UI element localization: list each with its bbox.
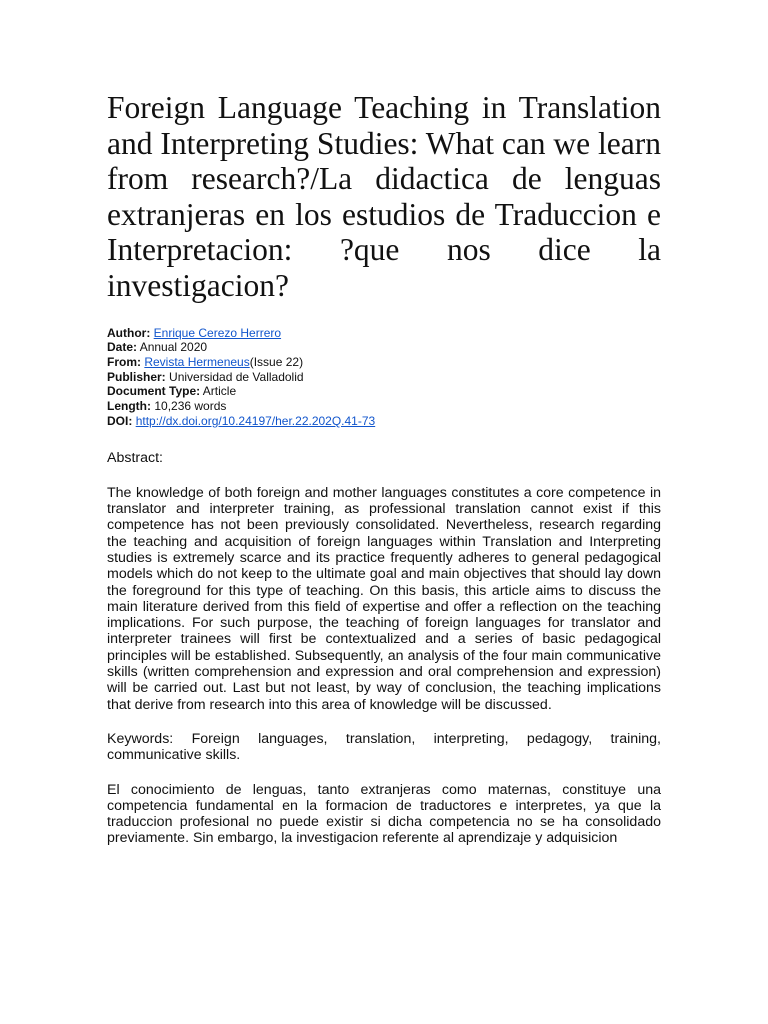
meta-length-label: Length: (107, 399, 151, 414)
meta-doi-row (107, 414, 661, 429)
meta-publisher-row (107, 370, 661, 385)
keywords: Keywords: Foreign languages, translation, interpreting, pedagogy, training, communicative skills. (107, 730, 661, 764)
meta-publisher-label: Publisher: (107, 369, 166, 384)
document-title: Foreign Language Teaching in Translation and Interpreting Studies: What can we learn from research?/La didactica de lenguas extranjeras en los estudios de Traduccion e Interpretacion: ?que nos dice la investigacion? (107, 90, 661, 303)
meta-date-value: Annual 2020 (139, 340, 208, 355)
meta-doctype-value: Article (202, 384, 237, 399)
meta-author-label: Author: (107, 325, 151, 340)
meta-doi-label: DOI: (107, 413, 133, 428)
document-page (107, 90, 661, 847)
meta-length-row (107, 399, 661, 414)
author-link[interactable]: Enrique Cerezo Herrero (153, 325, 282, 340)
abstract-english: The knowledge of both foreign and mother languages constitutes a core competence in translator and interpreter training, as professional translation cannot exist if this competence has not been previously consolidated. Nevertheless, research regarding the teaching and acquisition of foreign languages within Translation and Interpreting studies is extremely scarce and its practice frequently adheres to general pedagogical models which do not keep to the ultimate goal and main objectives that should lay down the foreground for this type of teaching. On this basis, this article aims to discuss the main literature derived from this field of expertise and offer a reflection on the teaching implications. For such purpose, the teaching of foreign languages for translator and interpreter trainees will first be contextualized and a series of basic pedagogical principles will be established. Subsequently, an analysis of the four main communicative skills (written comprehension and expression and oral comprehension and expression) will be carried out. Last but not least, by way of conclusion, the teaching implications that derive from research into this area of knowledge will be discussed. (107, 484, 661, 713)
doi-link[interactable]: http://dx.doi.org/10.24197/her.22.202Q.41-73 (135, 413, 376, 428)
abstract-heading: Abstract: (107, 450, 163, 467)
meta-from-row (107, 355, 661, 370)
meta-from-label: From: (107, 354, 141, 369)
meta-publisher-value: Universidad de Valladolid (169, 369, 304, 384)
meta-date-row (107, 340, 661, 355)
meta-date-label: Date: (107, 340, 138, 355)
meta-issue-value: (Issue 22) (249, 354, 304, 369)
meta-author-row (107, 326, 661, 341)
source-journal-link[interactable]: Revista Hermeneus (144, 354, 250, 369)
meta-length-value: 10,236 words (154, 399, 227, 414)
metadata-block (107, 326, 661, 429)
meta-doctype-row (107, 384, 661, 399)
meta-doctype-label: Document Type: (107, 384, 201, 399)
abstract-spanish: El conocimiento de lenguas, tanto extranjeras como maternas, constituye una competencia fundamental en la formacion de traductores e interpretes, ya que la traduccion profesional no puede existir si dicha competencia no se ha consolidado previamente. Sin embargo, la investigacion referente al aprendizaje y adquisicion (107, 781, 661, 847)
